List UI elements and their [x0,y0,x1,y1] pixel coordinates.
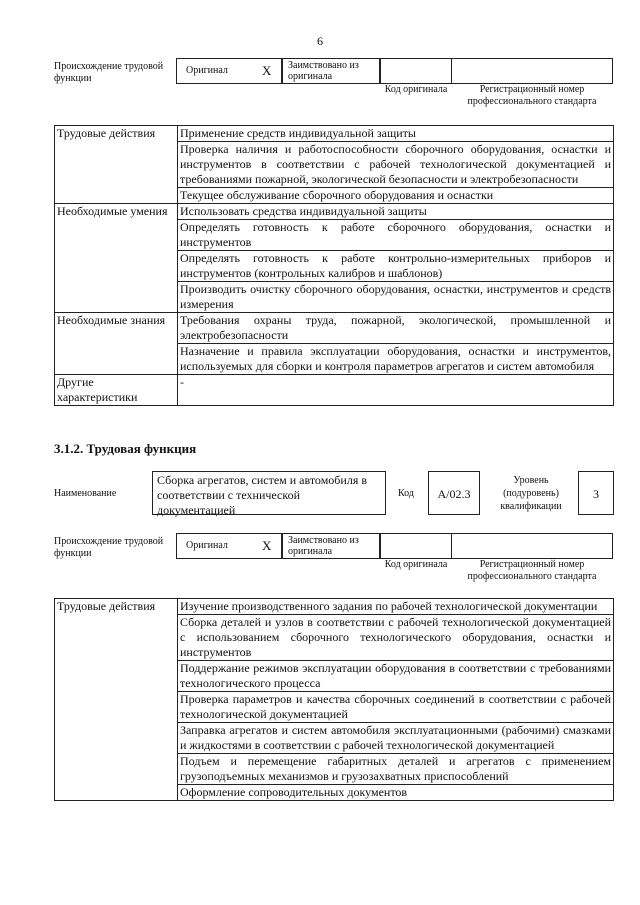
table-cell: Заправка агрегатов и систем автомобиля эксплуатационными (рабочими) смазками и жидкостями в соответствии с рабочей технологической документацией [178,723,614,754]
reg-number-cell [450,533,613,559]
table-cell: Текущее обслуживание сборочного оборудования и оснастки [178,188,614,204]
code-original-cell [380,533,452,559]
table-cell: Определять готовность к работе контрольно-измерительных приборов и инструментов (контрольных калибров и шаблонов) [178,251,614,282]
table-row [55,204,614,220]
borrowed-cell [282,58,380,84]
borrowed-cell [282,533,380,559]
table-cell: Использовать средства индивидуальной защиты [178,204,614,220]
name-label: Наименование [54,488,117,499]
row-heading: Необходимые знания [55,313,178,375]
table-cell: Проверка наличия и работоспособности сборочного оборудования, оснастки и инструментов в соответствии с рабочей технологической документацией и требованиями пожарной, экологической безопасности и электробезопасности [178,142,614,188]
table-cell: Применение средств индивидуальной защиты [178,126,614,142]
table-cell: Определять готовность к работе сборочного оборудования, оснастки и инструментов [178,220,614,251]
table-cell: Поддержание режимов эксплуатации оборудования в соответствии с требованиями технологического процесса [178,661,614,692]
row-heading: Трудовые действия [55,126,178,204]
original-text: Оригинал [186,65,228,76]
reg-number-cell [450,58,613,84]
table-cell: Назначение и правила эксплуатации оборудования, оснастки и инструментов, используемых для сборки и контроля параметров агрегатов и систем автомобиля [178,344,614,375]
table-cell: Сборка деталей и узлов в соответствии с рабочей технологической документацией с использованием сборочного технологического оборудования, оснастки и инструментов [178,615,614,661]
table-cell: Изучение производственного задания по рабочей технологической документации [178,599,614,615]
borrowed-text: Заимствовано из оригинала [288,535,359,557]
table-cell: Подъем и перемещение габаритных деталей и агрегатов с применением грузоподъемных механизмов и грузозахватных приспособлений [178,754,614,785]
table-cell: Производить очистку сборочного оборудования, оснастки, инструментов и средств измерения [178,282,614,313]
original-text: Оригинал [186,540,228,551]
table-cell: - [178,375,614,406]
page-number: 6 [317,34,323,48]
original-mark: X [262,63,272,78]
labor-function-table-2 [54,598,614,801]
level-label: Уровень (подуровень) квалификации [500,475,562,512]
origin-block-1 [54,58,614,116]
original-cell [176,533,282,559]
reg-number-caption: Регистрационный номер профессионального стандарта [467,84,597,107]
table-cell: Оформление сопроводительных документов [178,785,614,801]
row-heading: Трудовые действия [55,599,178,801]
table-cell: Проверка параметров и качества сборочных соединений в соответствии с рабочей технологической документацией [178,692,614,723]
table-cell: Требования охраны труда, пожарной, экологической, промышленной и электробезопасности [178,313,614,344]
table-row [55,375,614,406]
origin-label: Происхождение трудовой функции [54,536,164,559]
code-original-cell [380,58,452,84]
table-row [55,126,614,142]
origin-label: Происхождение трудовой функции [54,61,164,84]
code-original-caption: Код оригинала [384,559,448,570]
row-heading: Необходимые умения [55,204,178,313]
function-code: A/02.3 [428,471,480,515]
code-label: Код [398,488,414,499]
borrowed-text: Заимствовано из оригинала [288,60,359,82]
labor-function-table-1 [54,125,614,406]
level-value: 3 [578,471,614,515]
reg-number-caption: Регистрационный номер профессионального стандарта [467,559,597,582]
origin-block-2 [54,533,614,591]
original-mark: X [262,538,272,553]
table-row [55,313,614,344]
function-name: Сборка агрегатов, систем и автомобиля в соответствии с технической документацией [152,471,386,515]
table-row [55,599,614,615]
code-original-caption: Код оригинала [384,84,448,95]
section-title: 3.1.2. Трудовая функция [54,441,197,456]
row-heading: Другие характеристики [55,375,178,406]
original-cell [176,58,282,84]
